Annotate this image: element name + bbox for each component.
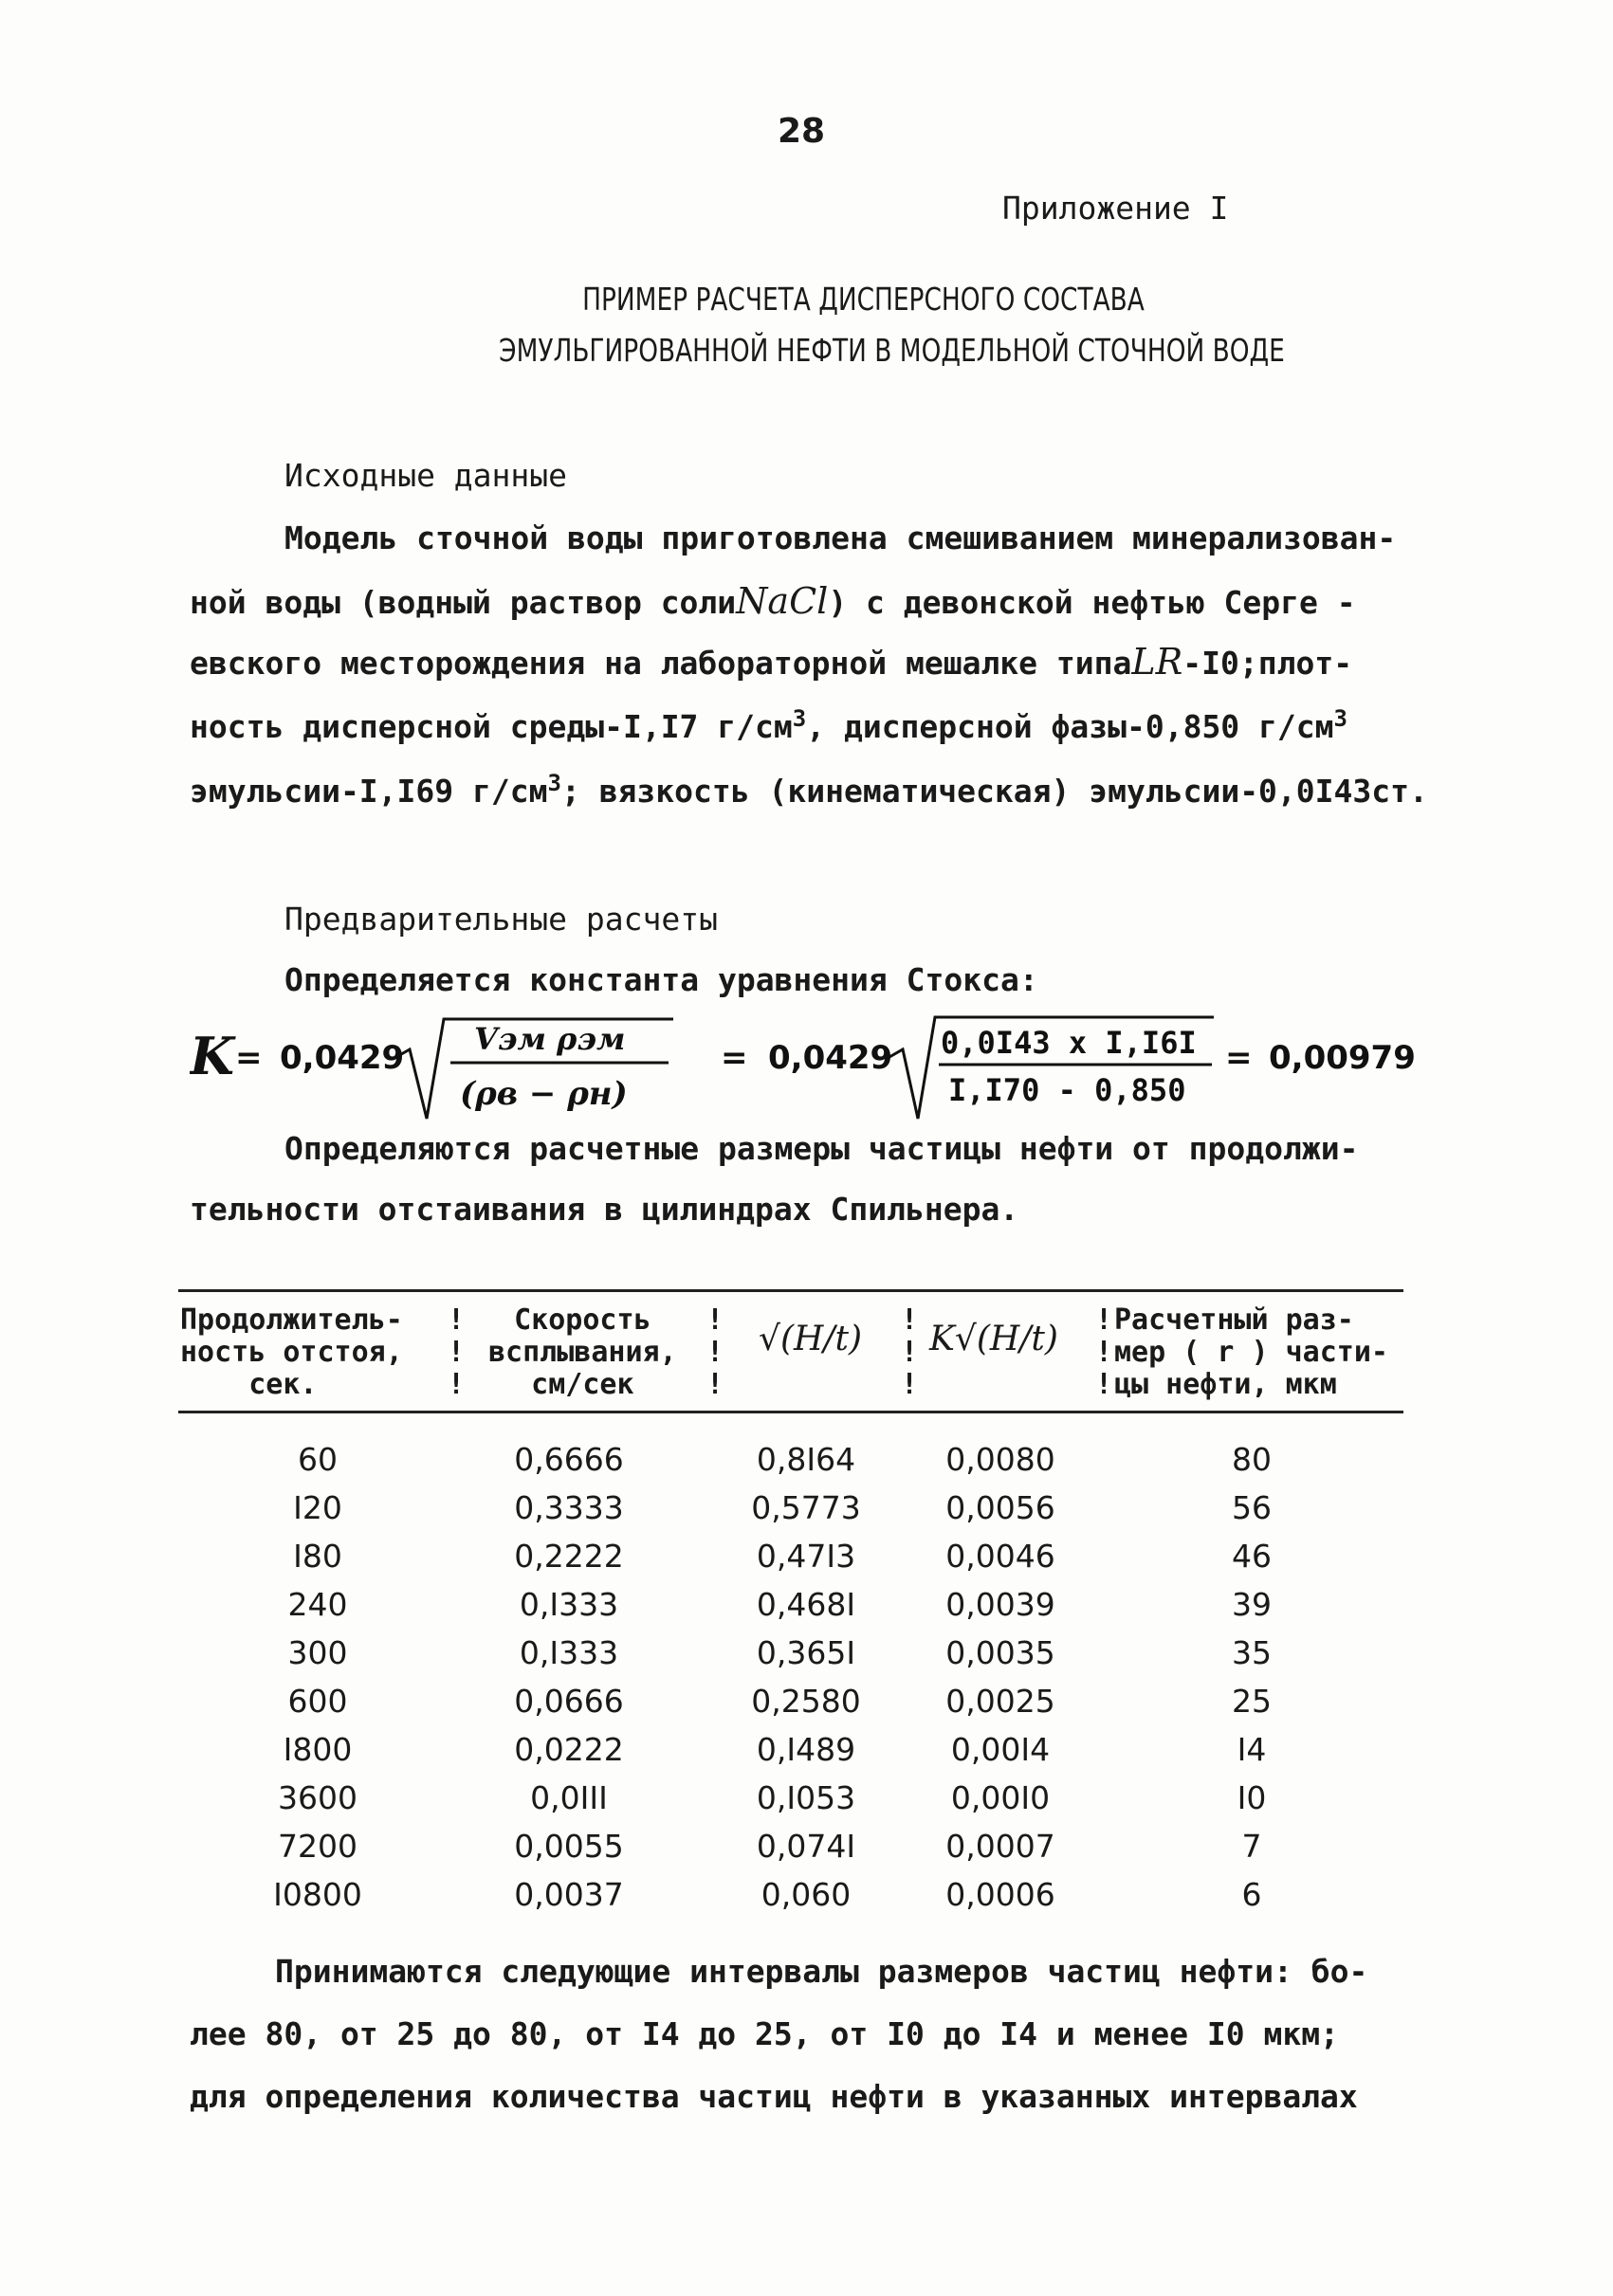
text-line (190, 580, 1356, 622)
text-line (190, 770, 1428, 810)
cell-duration: 300 (287, 1634, 348, 1671)
appendix-label: Приложение I (1002, 190, 1229, 227)
cell-sqrt-ht: 0,468I (756, 1586, 856, 1623)
cell-duration: 60 (298, 1441, 338, 1478)
header-velocity: Скорость всплывания, см/сек (488, 1303, 677, 1401)
cell-velocity: 0,0222 (514, 1731, 624, 1768)
header-separator: ! ! ! (706, 1303, 724, 1401)
document-title-line-1: ПРИМЕР РАСЧЕТА ДИСПЕРСНОГО СОСТАВА (582, 281, 1145, 318)
cell-velocity: 0,0037 (514, 1876, 624, 1913)
text-segment: ность дисперсной среды-I,I7 г/см (190, 708, 793, 745)
text-line (190, 641, 1352, 683)
text-segment: ) с девонской нефтью Серге - (828, 584, 1356, 621)
cell-size: I0 (1237, 1779, 1267, 1816)
cell-velocity: 0,I333 (519, 1586, 619, 1623)
formula-result: 0,00979 (1269, 1039, 1416, 1077)
table-top-rule (178, 1289, 1403, 1292)
cell-k-sqrt-ht: 0,0007 (945, 1828, 1055, 1865)
text-line: Определяются расчетные размеры частицы нефти от продолжи- (284, 1130, 1359, 1167)
header-separator: ! ! ! (448, 1303, 466, 1401)
text-segment: эмульсии-I,I69 г/см (190, 773, 548, 810)
cell-k-sqrt-ht: 0,00I4 (950, 1731, 1051, 1768)
formula-hand-numerator: Vэм ρэм (474, 1021, 626, 1057)
mixer-type: LR (1131, 641, 1183, 683)
formula-hand-denominator: (ρв − ρн) (460, 1075, 628, 1113)
formula-eq: = (721, 1039, 748, 1077)
cell-sqrt-ht: 0,5773 (751, 1489, 861, 1526)
cell-k-sqrt-ht: 0,0035 (945, 1634, 1055, 1671)
header-sqrt-ht: √(H/t) (759, 1320, 863, 1358)
cell-velocity: 0,0III (530, 1779, 608, 1816)
cell-k-sqrt-ht: 0,0080 (945, 1441, 1055, 1478)
text-line (190, 705, 1347, 745)
cell-size: 35 (1232, 1634, 1272, 1671)
cell-duration: 240 (287, 1586, 348, 1623)
formula-k: K (190, 1026, 234, 1086)
cell-sqrt-ht: 0,8I64 (756, 1441, 856, 1478)
superscript: 3 (792, 705, 807, 732)
cell-velocity: 0,I333 (519, 1634, 619, 1671)
cell-velocity: 0,2222 (514, 1538, 624, 1575)
formula-coefficient: 0,0429 (768, 1039, 893, 1077)
cell-duration: I20 (293, 1489, 342, 1526)
page-number: 28 (778, 112, 826, 151)
cell-size: 6 (1241, 1876, 1262, 1913)
section-heading-source-data: Исходные данные (284, 457, 568, 494)
header-separator: ! ! ! (1095, 1303, 1113, 1401)
cell-k-sqrt-ht: 0,00I0 (950, 1779, 1051, 1816)
cell-sqrt-ht: 0,074I (756, 1828, 856, 1865)
text-segment: -I0;плот- (1182, 645, 1353, 682)
cell-duration: 7200 (278, 1828, 357, 1865)
cell-sqrt-ht: 0,060 (761, 1876, 852, 1913)
salt-formula: NaCl (736, 580, 829, 622)
cell-velocity: 0,3333 (514, 1489, 624, 1526)
formula-numerator-values: 0,0I43 x I,I6I (941, 1025, 1197, 1061)
text-line: Модель сточной воды приготовлена смешиванием минерализован- (284, 519, 1397, 556)
cell-duration: I80 (293, 1538, 342, 1575)
formula-denominator-values: I,I70 - 0,850 (948, 1072, 1186, 1108)
cell-sqrt-ht: 0,2580 (751, 1683, 861, 1720)
cell-sqrt-ht: 0,365I (756, 1634, 856, 1671)
superscript: 3 (1333, 705, 1347, 732)
cell-duration: I0800 (273, 1876, 362, 1913)
text-segment: ной воды (водный раствор соли (190, 584, 737, 621)
cell-k-sqrt-ht: 0,0006 (945, 1876, 1055, 1913)
document-title-line-2: ЭМУЛЬГИРОВАННОЙ НЕФТИ В МОДЕЛЬНОЙ СТОЧНОЙ ВОДЕ (499, 332, 1285, 369)
cell-sqrt-ht: 0,I053 (756, 1779, 856, 1816)
cell-sqrt-ht: 0,I489 (756, 1731, 856, 1768)
header-duration: Продолжитель- ность отстоя, сек. (180, 1303, 403, 1401)
header-k-sqrt-ht: K√(H/t) (929, 1320, 1058, 1358)
cell-size: 25 (1232, 1683, 1272, 1720)
header-separator: ! ! ! (901, 1303, 919, 1401)
cell-size: 39 (1232, 1586, 1272, 1623)
text-segment: евского месторождения на лабораторной мешалке типа (190, 645, 1132, 682)
cell-duration: I800 (283, 1731, 353, 1768)
cell-k-sqrt-ht: 0,0039 (945, 1586, 1055, 1623)
cell-duration: 3600 (278, 1779, 357, 1816)
stokes-formula (190, 1000, 1441, 1133)
cell-size: 46 (1232, 1538, 1272, 1575)
formula-eq: = (1225, 1039, 1253, 1077)
section-heading-preliminary: Предварительные расчеты (284, 901, 718, 938)
cell-size: 80 (1232, 1441, 1272, 1478)
header-particle-size: Расчетный раз- мер ( r ) части- цы нефти, мкм (1114, 1303, 1388, 1401)
cell-sqrt-ht: 0,47I3 (756, 1538, 856, 1575)
text-line: тельности отстаивания в цилиндрах Спильнера. (190, 1191, 1019, 1228)
table-header-rule (178, 1411, 1403, 1413)
stokes-intro: Определяется константа уравнения Стокса: (284, 961, 1038, 998)
cell-duration: 600 (287, 1683, 348, 1720)
cell-k-sqrt-ht: 0,0046 (945, 1538, 1055, 1575)
cell-velocity: 0,0666 (514, 1683, 624, 1720)
text-line: Принимаются следующие интервалы размеров частиц нефти: бо- (275, 1953, 1368, 1990)
formula-graphic (190, 1000, 1441, 1133)
text-line: лее 80, от 25 до 80, от I4 до 25, от I0 до I4 и менее I0 мкм; (190, 2015, 1339, 2052)
formula-eq: = (235, 1039, 263, 1077)
text-line: для определения количества частиц нефти в указанных интервалах (190, 2078, 1358, 2115)
formula-coefficient: 0,0429 (280, 1039, 405, 1077)
text-segment: ; вязкость (кинематическая) эмульсии-0,0I43ст. (560, 773, 1428, 810)
cell-velocity: 0,6666 (514, 1441, 624, 1478)
cell-size: I4 (1237, 1731, 1267, 1768)
superscript: 3 (547, 770, 561, 796)
text-segment: , дисперсной фазы-0,850 г/см (806, 708, 1334, 745)
cell-k-sqrt-ht: 0,0056 (945, 1489, 1055, 1526)
cell-velocity: 0,0055 (514, 1828, 624, 1865)
cell-size: 7 (1241, 1828, 1262, 1865)
cell-k-sqrt-ht: 0,0025 (945, 1683, 1055, 1720)
cell-size: 56 (1232, 1489, 1272, 1526)
